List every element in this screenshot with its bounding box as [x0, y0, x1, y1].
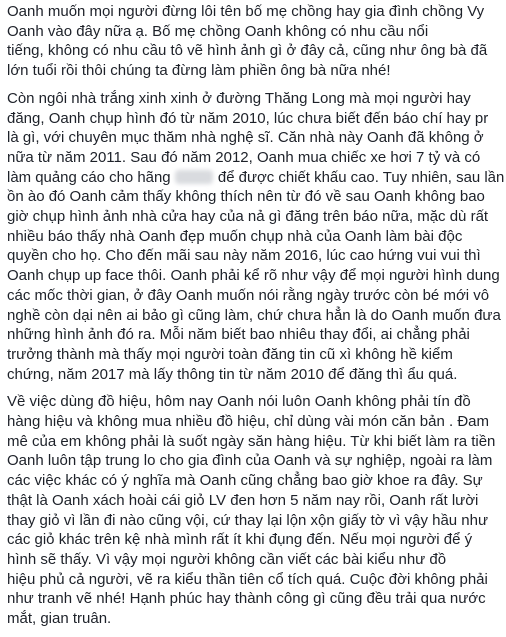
text-line: trưởng thành mà thấy mọi người toàn đăng tin cũ xì không hề kiểm — [7, 345, 453, 363]
text-line: là gì, với chuyên mục thăm nhà nghệ sĩ. Căn nhà này Oanh đã không ở — [7, 129, 484, 147]
text-line: Oanh muốn mọi người đừng lôi tên bố mẹ chồng hay gia đình chồng Vy — [7, 3, 485, 20]
paragraph-family — [7, 2, 504, 81]
text-line: Oanh luôn tập trung lo cho gia đình của Oanh và sự nghiệp, ngoài ra làm — [7, 452, 493, 470]
text-line: lớn tuổi rồi thôi chúng ta đừng làm phiền ông bà nữa nhé! — [7, 62, 391, 80]
text-line: giờ chụp hình ảnh nhà cửa hay của nả gì đăng trên báo nữa, mặc dù rất — [7, 208, 489, 226]
post-body — [7, 2, 504, 637]
text-line: tiếng, không có nhu cầu tô vẽ hình ảnh gì ở đây cả, cũng như ông bà đã — [7, 42, 488, 60]
text-line: đăng, Oanh chụp hình đó từ năm 2010, lúc chưa biết đến báo chí hay pr — [7, 109, 489, 127]
text-line: các giỏ khác trên kệ nhà mình rất ít khi đụng đến. Nếu mọi người để ý — [7, 531, 473, 549]
text-line: chứng, năm 2017 mà lấy thông tin từ năm 2010 để đăng thì ẩu quá. — [7, 365, 458, 383]
text-line: hàng hiệu và không mua nhiều đồ hiệu, chỉ dùng vài món căn bản . Đam — [7, 413, 489, 431]
text-line: Oanh chụp up face thôi. Oanh phải kể rõ như vậy để mọi người hình dung — [7, 267, 500, 285]
text-line: quyền cho họ. Cho đến mãi sau này năm 2016, lúc cao hứng vui vui thì — [7, 247, 481, 265]
text-line: hình sẽ thấy. Vì vậy mọi người không cần viết các bài kiểu như đồ — [7, 550, 447, 568]
text-line: như tranh vẽ nhé! Hạnh phúc hay thành công gì cũng đều trải qua nước — [7, 590, 486, 608]
text-line: thay giỏ vì lần đi nào cũng vội, cứ thay lại lộn xộn giấy tờ vì vậy hầu như — [7, 511, 489, 529]
text-line: những hình ảnh đó ra. Mỗi năm biết bao nhiêu thay đổi, ai chẳng phải — [7, 326, 470, 344]
text-fragment: để được chiết khấu cao. Tuy nhiên, sau lần — [217, 168, 505, 186]
text-line: Còn ngôi nhà trắng xinh xinh ở đường Thăng Long mà mọi người hay — [7, 89, 471, 107]
text-line: nữa từ năm 2011. Sau đó năm 2012, Oanh mua chiếc xe hơi 7 tỷ và có — [7, 148, 481, 166]
text-line: nghề còn dại nên ai bảo gì cũng làm, chứ chưa hẳn là do Oanh muốn đưa — [7, 306, 501, 324]
text-line: hiệu phủ cả người, vẽ ra kiểu thần tiên cổ tích quá. Cuộc đời không phải — [7, 570, 488, 588]
paragraph-house — [7, 89, 504, 385]
text-line: các mốc thời gian, ở đây Oanh muốn nói rằng ngày trước còn bé mới vô — [7, 286, 490, 304]
text-line: ồn ào đó Oanh cảm thấy không thích nên từ đó về sau Oanh không bao — [7, 188, 485, 206]
blurred-brand-name — [175, 170, 213, 184]
text-line: nhiều báo thấy nhà Oanh đẹp muốn chụp nhà của Oanh làm bài độc — [7, 227, 463, 245]
text-line-with-redaction — [7, 168, 504, 188]
text-line: mắt, gian truân. — [7, 610, 112, 628]
text-line: mê của em không phải là suốt ngày săn hàng hiệu. Từ khi biết làm ra tiền — [7, 432, 496, 450]
text-line: thật là Oanh xách hoài cái giỏ LV đen hơn 5 năm nay rồi, Oanh rất lười — [7, 491, 479, 509]
text-line: các việc khác có ý nghĩa mà Oanh cũng chẳng bao giờ khoe ra đây. Sự — [7, 472, 483, 490]
text-fragment: làm quảng cáo cho hãng — [7, 168, 171, 186]
paragraph-brands — [7, 392, 504, 628]
text-line: Oanh vào đây nữa ạ. Bố mẹ chồng Oanh không có nhu cầu nổi — [7, 22, 429, 40]
text-line: Về việc dùng đồ hiệu, hôm nay Oanh nói luôn Oanh không phải tín đồ — [7, 393, 471, 411]
